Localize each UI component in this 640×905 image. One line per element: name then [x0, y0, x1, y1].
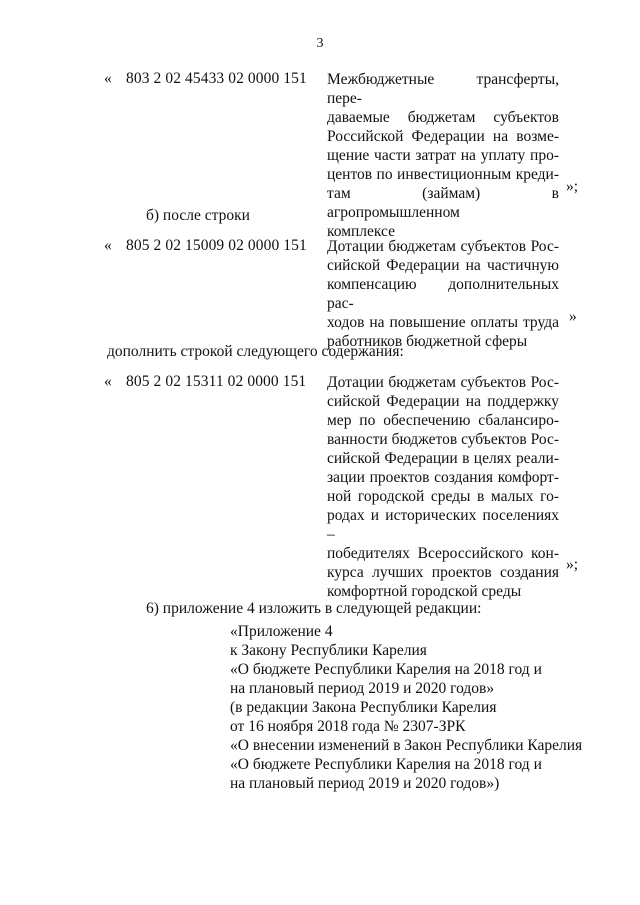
description-line: там (займам) в агропромышленном — [327, 185, 559, 221]
appendix-header — [230, 622, 582, 793]
description-line: щение части затрат на уплату про- — [327, 147, 559, 164]
description-line: ходов на повышение оплаты труда — [327, 314, 559, 331]
description-line: победителях Всероссийского кон- — [327, 545, 559, 562]
description-line: курса лучших проектов создания — [327, 564, 559, 581]
row-description — [327, 70, 559, 241]
open-quote: « — [104, 70, 112, 87]
description-line: компенсацию дополнительных рас- — [327, 276, 559, 312]
description-line: родах и исторических поселениях – — [327, 507, 559, 543]
description-line: даваемые бюджетам субъектов — [327, 109, 559, 126]
budget-code: 803 2 02 45433 02 0000 151 — [126, 70, 307, 87]
row-description — [327, 373, 559, 601]
paragraph-after-row: б) после строки — [146, 207, 250, 224]
appendix-line: «О внесении изменений в Закон Республики Карелия — [230, 737, 583, 754]
appendix-line: к Закону Республики Карелия — [230, 642, 427, 659]
appendix-line: от 16 ноября 2018 года № 2307-ЗРК — [230, 718, 466, 735]
table-row — [0, 237, 640, 350]
page-number: 3 — [316, 36, 324, 51]
description-line: работников бюджетной сферы — [327, 333, 528, 350]
budget-code: 805 2 02 15311 02 0000 151 — [126, 373, 307, 390]
description-line: Межбюджетные трансферты, пере- — [327, 71, 559, 107]
paragraph-add-row: дополнить строкой следующего содержания: — [107, 343, 404, 360]
open-quote: « — [104, 237, 112, 254]
close-quote: »; — [566, 556, 579, 573]
appendix-line: «О бюджете Республики Карелия на 2018 год и — [230, 756, 542, 773]
description-line: сийской Федерации на частичную — [327, 257, 559, 274]
close-quote: »; — [566, 178, 579, 195]
description-line: ной городской среды в малых го- — [327, 488, 559, 505]
appendix-line: «Приложение 4 — [230, 623, 333, 640]
description-line: центов по инвестиционным креди- — [327, 166, 559, 183]
appendix-line: (в редакции Закона Республики Карелия — [230, 699, 497, 716]
appendix-line: на плановый период 2019 и 2020 годов» — [230, 680, 495, 697]
paragraph-item-6: 6) приложение 4 изложить в следующей редакции: — [146, 600, 482, 617]
description-line: ванности бюджетов субъектов Рос- — [327, 431, 559, 448]
budget-code: 805 2 02 15009 02 0000 151 — [126, 237, 307, 254]
appendix-line: «О бюджете Республики Карелия на 2018 год и — [230, 661, 542, 678]
description-line: Российской Федерации на возме- — [327, 128, 559, 145]
table-row — [0, 373, 640, 600]
close-quote: » — [569, 308, 577, 325]
row-description — [327, 237, 559, 351]
description-line: Дотации бюджетам субъектов Рос- — [327, 238, 559, 255]
description-line: зации проектов создания комфорт- — [327, 469, 559, 486]
description-line: сийской Федерации на поддержку — [327, 393, 559, 410]
description-line: сийской Федерации в целях реали- — [327, 450, 559, 467]
description-line: мер по обеспечению сбалансиро- — [327, 412, 559, 429]
open-quote: « — [104, 373, 112, 390]
description-line: комплексе — [327, 223, 396, 240]
description-line: комфортной городской среды — [327, 583, 522, 600]
appendix-line: на плановый период 2019 и 2020 годов») — [230, 775, 500, 792]
description-line: Дотации бюджетам субъектов Рос- — [327, 374, 559, 391]
